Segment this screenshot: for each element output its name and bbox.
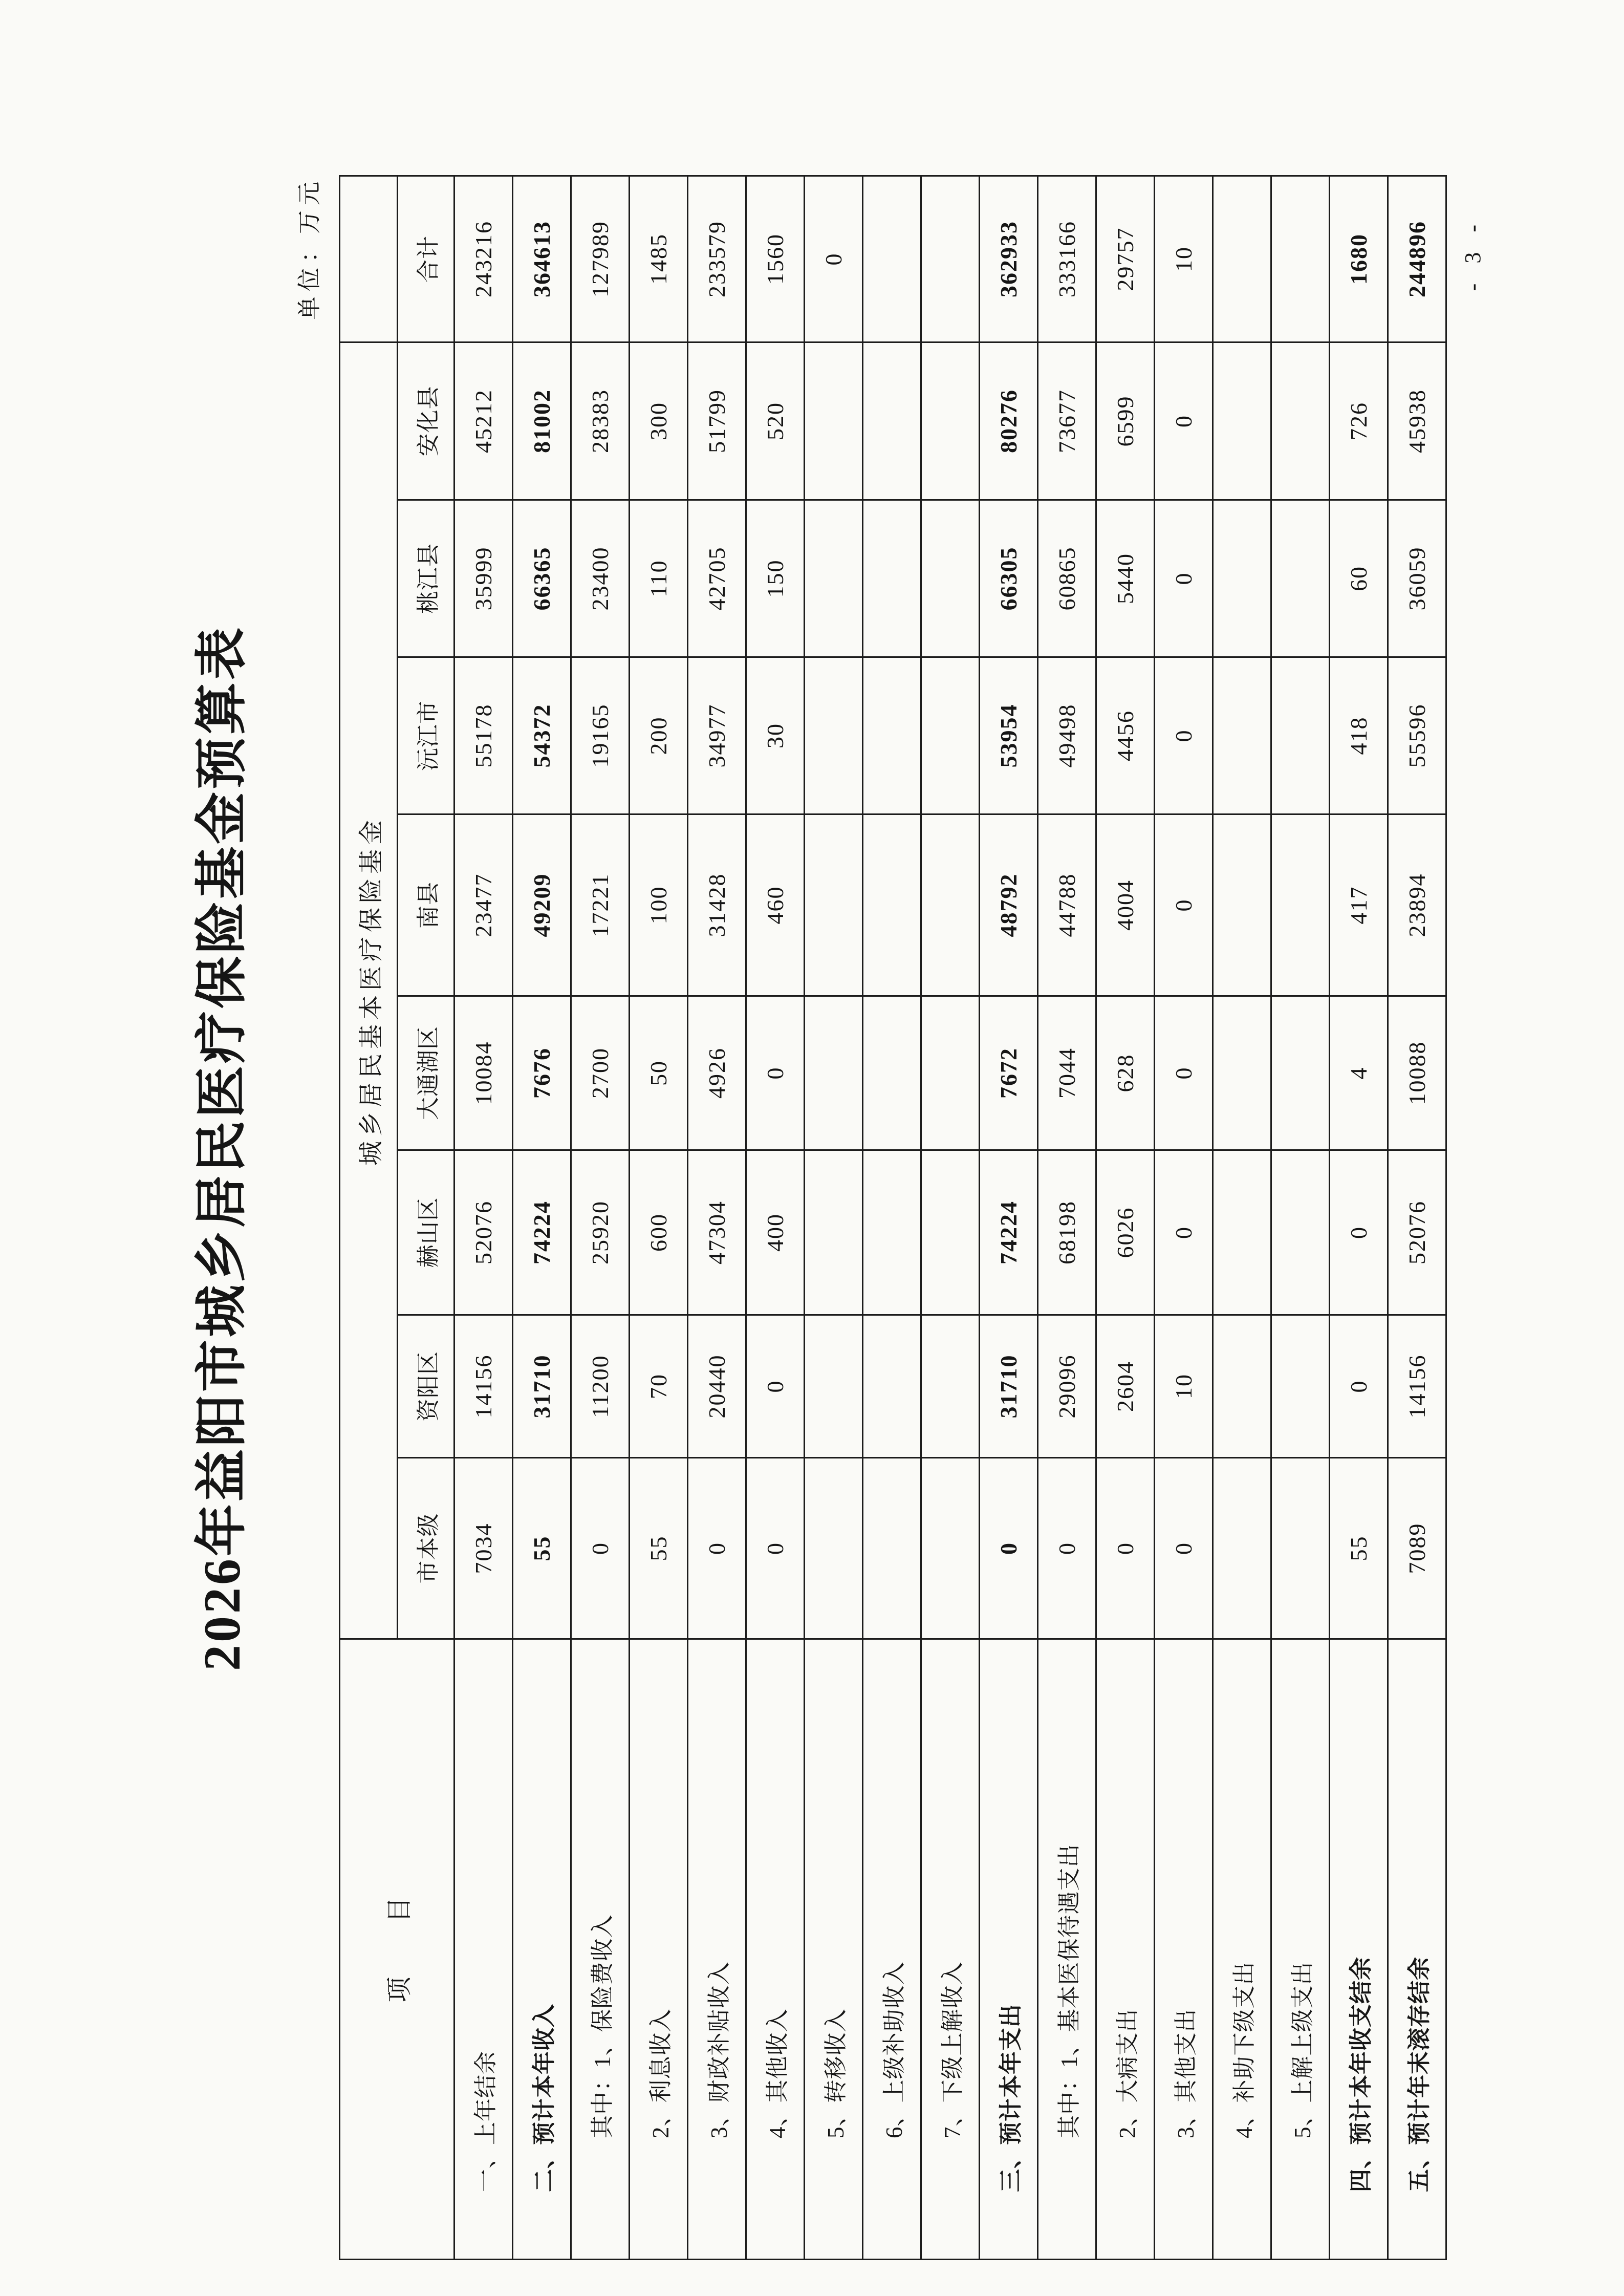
data-cell: 74224: [980, 1150, 1038, 1315]
data-cell: [1271, 1458, 1330, 1639]
column-header: 桃江县: [398, 500, 454, 657]
data-cell: [1213, 996, 1271, 1150]
data-cell: 60: [1330, 500, 1388, 657]
table-row: [863, 176, 921, 2259]
data-cell: 0: [1330, 1150, 1388, 1315]
data-cell: 2604: [1096, 1315, 1155, 1458]
data-cell: 520: [746, 342, 805, 500]
data-cell: 52076: [1388, 1150, 1446, 1315]
data-cell: [805, 500, 863, 657]
data-cell: 0: [746, 1315, 805, 1458]
data-cell: 45938: [1388, 342, 1446, 500]
data-cell: 55: [630, 1458, 688, 1639]
data-cell: 60865: [1038, 500, 1096, 657]
row-label-cell: 其中：1、基本医保待遇支出: [1038, 1639, 1096, 2260]
data-cell: 54372: [513, 657, 571, 814]
data-cell: 0: [980, 1458, 1038, 1639]
data-cell: 70: [630, 1315, 688, 1458]
data-cell: 0: [1155, 1458, 1213, 1639]
data-cell: 333166: [1038, 176, 1096, 342]
data-cell: 4: [1330, 996, 1388, 1150]
table-row: [1388, 176, 1446, 2259]
data-cell: [921, 500, 980, 657]
row-label-cell: 二、预计本年收入: [513, 1639, 571, 2260]
data-cell: [921, 1315, 980, 1458]
data-cell: 4926: [688, 996, 746, 1150]
data-cell: [863, 342, 921, 500]
data-cell: 29757: [1096, 176, 1155, 342]
data-cell: 0: [1155, 657, 1213, 814]
data-cell: 73677: [1038, 342, 1096, 500]
data-cell: [921, 1150, 980, 1315]
data-cell: 7676: [513, 996, 571, 1150]
data-cell: [863, 1315, 921, 1458]
data-cell: 42705: [688, 500, 746, 657]
row-label-cell: 三、预计本年支出: [980, 1639, 1038, 2260]
data-cell: 600: [630, 1150, 688, 1315]
table-row: [571, 176, 630, 2259]
data-cell: [1213, 657, 1271, 814]
row-label-cell: 2、大病支出: [1096, 1639, 1155, 2260]
data-cell: [805, 1150, 863, 1315]
data-cell: [805, 996, 863, 1150]
data-cell: [921, 814, 980, 996]
column-header: 南县: [398, 814, 454, 996]
data-cell: [921, 342, 980, 500]
data-cell: 5440: [1096, 500, 1155, 657]
row-label-cell: 4、补助下级支出: [1213, 1639, 1271, 2260]
data-cell: 0: [1155, 500, 1213, 657]
row-label-cell: 一、上年结余: [454, 1639, 513, 2260]
budget-table: [339, 175, 1447, 2260]
data-cell: 244896: [1388, 176, 1446, 342]
data-cell: 10: [1155, 1315, 1213, 1458]
data-cell: [921, 657, 980, 814]
data-cell: 0: [746, 996, 805, 1150]
data-cell: [921, 176, 980, 342]
data-cell: [1213, 342, 1271, 500]
data-cell: 23894: [1388, 814, 1446, 996]
data-cell: 364613: [513, 176, 571, 342]
data-cell: [1271, 1150, 1330, 1315]
header-row-fund: [340, 176, 398, 2259]
table-row: [1155, 176, 1213, 2259]
data-cell: 0: [1038, 1458, 1096, 1639]
data-cell: [863, 1458, 921, 1639]
data-cell: 233579: [688, 176, 746, 342]
data-cell: [1271, 814, 1330, 996]
data-cell: [1213, 1150, 1271, 1315]
column-header: 合计: [398, 176, 454, 342]
column-header: 市本级: [398, 1458, 454, 1639]
data-cell: 31710: [513, 1315, 571, 1458]
data-cell: 45212: [454, 342, 513, 500]
data-cell: 0: [1155, 996, 1213, 1150]
data-cell: 49498: [1038, 657, 1096, 814]
data-cell: [863, 814, 921, 996]
column-header: 大通湖区: [398, 996, 454, 1150]
data-cell: [863, 1150, 921, 1315]
data-cell: [1271, 996, 1330, 1150]
data-cell: [863, 500, 921, 657]
data-cell: 55596: [1388, 657, 1446, 814]
data-cell: [1213, 814, 1271, 996]
data-cell: [921, 996, 980, 1150]
data-cell: 14156: [1388, 1315, 1446, 1458]
data-cell: 0: [1155, 342, 1213, 500]
table-row: [1096, 176, 1155, 2259]
row-label-cell: 6、上级补助收入: [863, 1639, 921, 2260]
data-cell: 10088: [1388, 996, 1446, 1150]
data-cell: 0: [688, 1458, 746, 1639]
table-row: [630, 176, 688, 2259]
data-cell: [805, 1458, 863, 1639]
data-cell: [863, 176, 921, 342]
data-cell: 11200: [571, 1315, 630, 1458]
data-cell: 36059: [1388, 500, 1446, 657]
row-label-cell: 3、财政补贴收入: [688, 1639, 746, 2260]
data-cell: 0: [1096, 1458, 1155, 1639]
data-cell: 726: [1330, 342, 1388, 500]
data-cell: [1213, 500, 1271, 657]
row-label-cell: 3、其他支出: [1155, 1639, 1213, 2260]
data-cell: 243216: [454, 176, 513, 342]
data-cell: 7672: [980, 996, 1038, 1150]
data-cell: 25920: [571, 1150, 630, 1315]
data-cell: 44788: [1038, 814, 1096, 996]
data-cell: 0: [1330, 1315, 1388, 1458]
data-cell: 28383: [571, 342, 630, 500]
column-header: 赫山区: [398, 1150, 454, 1315]
total-header-spacer-cell: [340, 176, 398, 342]
table-row: [1330, 176, 1388, 2259]
data-cell: 50: [630, 996, 688, 1150]
data-cell: 6599: [1096, 342, 1155, 500]
data-cell: 10: [1155, 176, 1213, 342]
data-cell: [1213, 1315, 1271, 1458]
data-cell: 628: [1096, 996, 1155, 1150]
data-cell: 2700: [571, 996, 630, 1150]
fund-column-header: 城乡居民基本医疗保险基金: [340, 342, 398, 1639]
column-header: 沅江市: [398, 657, 454, 814]
row-label-cell: 四、预计本年收支结余: [1330, 1639, 1388, 2260]
data-cell: 7089: [1388, 1458, 1446, 1639]
data-cell: 19165: [571, 657, 630, 814]
data-cell: 17221: [571, 814, 630, 996]
row-label-cell: 4、其他收入: [746, 1639, 805, 2260]
data-cell: 47304: [688, 1150, 746, 1315]
data-cell: 55178: [454, 657, 513, 814]
table-row: [1213, 176, 1271, 2259]
data-cell: [1271, 657, 1330, 814]
data-cell: 52076: [454, 1150, 513, 1315]
data-cell: [863, 657, 921, 814]
data-cell: 4456: [1096, 657, 1155, 814]
unit-label: 单位：万元: [296, 177, 322, 320]
row-label-cell: 2、利息收入: [630, 1639, 688, 2260]
data-cell: [1271, 176, 1330, 342]
data-cell: 362933: [980, 176, 1038, 342]
data-cell: 150: [746, 500, 805, 657]
data-cell: [1213, 176, 1271, 342]
data-cell: 14156: [454, 1315, 513, 1458]
table-row: [1271, 176, 1330, 2259]
data-cell: 0: [805, 176, 863, 342]
data-cell: [1213, 1458, 1271, 1639]
data-cell: 74224: [513, 1150, 571, 1315]
row-label-cell: 五、预计年末滚存结余: [1388, 1639, 1446, 2260]
table-row: [454, 176, 513, 2259]
data-cell: 1680: [1330, 176, 1388, 342]
data-cell: 55: [1330, 1458, 1388, 1639]
data-cell: 53954: [980, 657, 1038, 814]
data-cell: 418: [1330, 657, 1388, 814]
data-cell: 110: [630, 500, 688, 657]
table-row: [805, 176, 863, 2259]
data-cell: 0: [1155, 814, 1213, 996]
data-cell: [1271, 500, 1330, 657]
data-cell: 66365: [513, 500, 571, 657]
data-cell: 400: [746, 1150, 805, 1315]
data-cell: 200: [630, 657, 688, 814]
table-row: [980, 176, 1038, 2259]
data-cell: 0: [571, 1458, 630, 1639]
data-cell: 10084: [454, 996, 513, 1150]
column-header: 安化县: [398, 342, 454, 500]
data-cell: 0: [746, 1458, 805, 1639]
data-cell: 23400: [571, 500, 630, 657]
data-cell: 23477: [454, 814, 513, 996]
table-row: [1038, 176, 1096, 2259]
data-cell: 30: [746, 657, 805, 814]
data-cell: 300: [630, 342, 688, 500]
page-title: 2026年益阳市城乡居民医疗保险基金预算表: [193, 625, 251, 1671]
row-label-cell: 其中：1、保险费收入: [571, 1639, 630, 2260]
data-cell: [921, 1458, 980, 1639]
data-cell: 29096: [1038, 1315, 1096, 1458]
row-label-cell: 5、上解上级支出: [1271, 1639, 1330, 2260]
data-cell: [805, 657, 863, 814]
budget-table-body: [454, 176, 1446, 2259]
data-cell: 7034: [454, 1458, 513, 1639]
data-cell: 81002: [513, 342, 571, 500]
data-cell: [863, 996, 921, 1150]
data-cell: 127989: [571, 176, 630, 342]
item-column-header: 项 目: [340, 1639, 454, 2260]
table-row: [746, 176, 805, 2259]
data-cell: [805, 342, 863, 500]
data-cell: 48792: [980, 814, 1038, 996]
data-cell: 34977: [688, 657, 746, 814]
table-row: [688, 176, 746, 2259]
data-cell: [805, 814, 863, 996]
data-cell: 1485: [630, 176, 688, 342]
data-cell: 80276: [980, 342, 1038, 500]
data-cell: [805, 1315, 863, 1458]
table-row: [513, 176, 571, 2259]
page-number: - 3 -: [1460, 218, 1485, 291]
data-cell: 49209: [513, 814, 571, 996]
data-cell: 55: [513, 1458, 571, 1639]
data-cell: 100: [630, 814, 688, 996]
data-cell: 35999: [454, 500, 513, 657]
data-cell: [1271, 1315, 1330, 1458]
data-cell: 417: [1330, 814, 1388, 996]
row-label-cell: 7、下级上解收入: [921, 1639, 980, 2260]
column-header: 资阳区: [398, 1315, 454, 1458]
data-cell: 4004: [1096, 814, 1155, 996]
data-cell: 20440: [688, 1315, 746, 1458]
data-cell: 460: [746, 814, 805, 996]
data-cell: 66305: [980, 500, 1038, 657]
data-cell: 31710: [980, 1315, 1038, 1458]
data-cell: [1271, 342, 1330, 500]
data-cell: 1560: [746, 176, 805, 342]
data-cell: 68198: [1038, 1150, 1096, 1315]
data-cell: 7044: [1038, 996, 1096, 1150]
table-row: [921, 176, 980, 2259]
row-label-cell: 5、转移收入: [805, 1639, 863, 2260]
data-cell: 6026: [1096, 1150, 1155, 1315]
data-cell: 0: [1155, 1150, 1213, 1315]
data-cell: 51799: [688, 342, 746, 500]
data-cell: 31428: [688, 814, 746, 996]
